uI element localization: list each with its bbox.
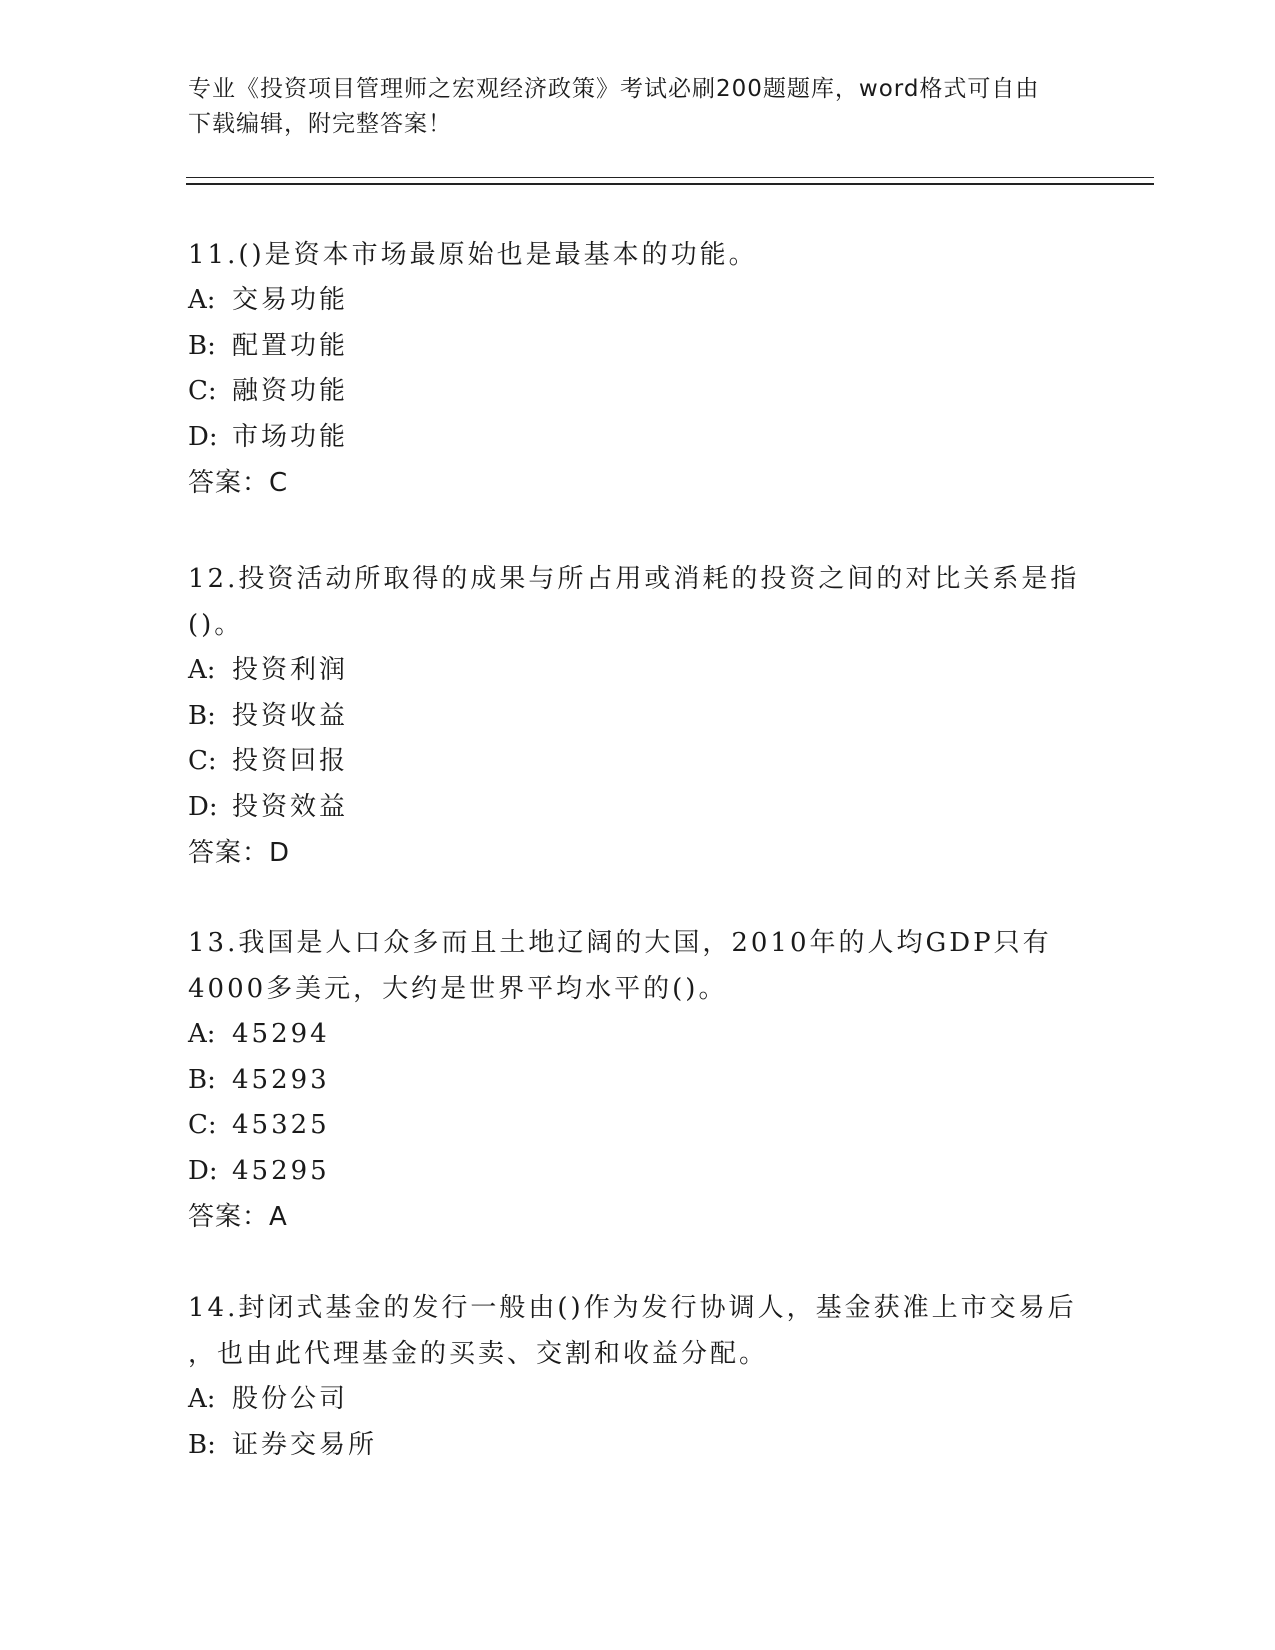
- option-key: D:: [188, 421, 218, 452]
- option-a: [188, 1377, 1088, 1423]
- header-rule-thick: [186, 183, 1154, 185]
- option-b: [188, 324, 1088, 370]
- option-key: C:: [188, 1110, 217, 1140]
- option-text: 证券交易所: [232, 1429, 378, 1460]
- option-key: C:: [188, 376, 217, 406]
- option-key: B:: [188, 700, 216, 731]
- option-text: 45293: [232, 1064, 330, 1095]
- question-text: 14.封闭式基金的发行一般由()作为发行协调人，基金获准上市交易后: [188, 1293, 1077, 1323]
- option-text: 交易功能: [232, 285, 349, 315]
- option-text: 市场功能: [232, 421, 349, 452]
- option-key: C:: [188, 746, 217, 776]
- question-11: [188, 232, 1088, 506]
- option-text: 投资利润: [232, 655, 349, 685]
- option-text: 配置功能: [232, 330, 349, 361]
- option-text: 投资回报: [232, 746, 349, 776]
- question-13: [188, 920, 1088, 1240]
- document-header: [188, 72, 1088, 142]
- header-rule-thin: [186, 177, 1154, 178]
- question-text-continued: 4000多美元，大约是世界平均水平的()。: [188, 974, 728, 1004]
- question-12: [188, 556, 1088, 876]
- option-text: 股份公司: [232, 1384, 349, 1414]
- option-key: D:: [188, 791, 218, 822]
- question-text-continued: ，也由此代理基金的买卖、交割和收益分配。: [188, 1339, 769, 1369]
- option-a: [188, 648, 1088, 694]
- question-text: 11.()是资本市场最原始也是最基本的功能。: [188, 240, 758, 270]
- option-key: B:: [188, 1429, 216, 1460]
- option-key: A:: [188, 1019, 216, 1049]
- option-b: [188, 694, 1088, 740]
- option-text: 融资功能: [232, 376, 349, 406]
- option-text: 45325: [232, 1110, 330, 1140]
- question-14: [188, 1285, 1088, 1468]
- header-line-1: 专业《投资项目管理师之宏观经济政策》考试必刷200题题库，word格式可自由: [188, 76, 1040, 102]
- option-c: [188, 739, 1088, 785]
- option-d: [188, 415, 1088, 461]
- answer-line: 答案：C: [188, 468, 289, 498]
- option-key: B:: [188, 1064, 216, 1095]
- option-key: A:: [188, 1384, 216, 1414]
- option-text: 投资效益: [232, 791, 349, 822]
- option-key: B:: [188, 330, 216, 361]
- option-text: 投资收益: [232, 700, 349, 731]
- option-key: A:: [188, 285, 216, 315]
- answer-line: 答案：A: [188, 1202, 288, 1232]
- option-b: [188, 1423, 1088, 1469]
- option-c: [188, 369, 1088, 415]
- answer-line: 答案：D: [188, 838, 291, 868]
- header-line-2: 下载编辑，附完整答案！: [188, 111, 452, 137]
- option-a: [188, 278, 1088, 324]
- option-c: [188, 1103, 1088, 1149]
- option-key: D:: [188, 1155, 218, 1186]
- option-a: [188, 1012, 1088, 1058]
- question-text-continued: ()。: [188, 610, 244, 640]
- option-key: A:: [188, 655, 216, 685]
- option-text: 45295: [232, 1155, 330, 1186]
- option-d: [188, 1149, 1088, 1195]
- option-b: [188, 1058, 1088, 1104]
- option-text: 45294: [232, 1019, 330, 1049]
- question-text: 13.我国是人口众多而且土地辽阔的大国，2010年的人均GDP只有: [188, 928, 1052, 958]
- question-text: 12.投资活动所取得的成果与所占用或消耗的投资之间的对比关系是指: [188, 564, 1080, 594]
- option-d: [188, 785, 1088, 831]
